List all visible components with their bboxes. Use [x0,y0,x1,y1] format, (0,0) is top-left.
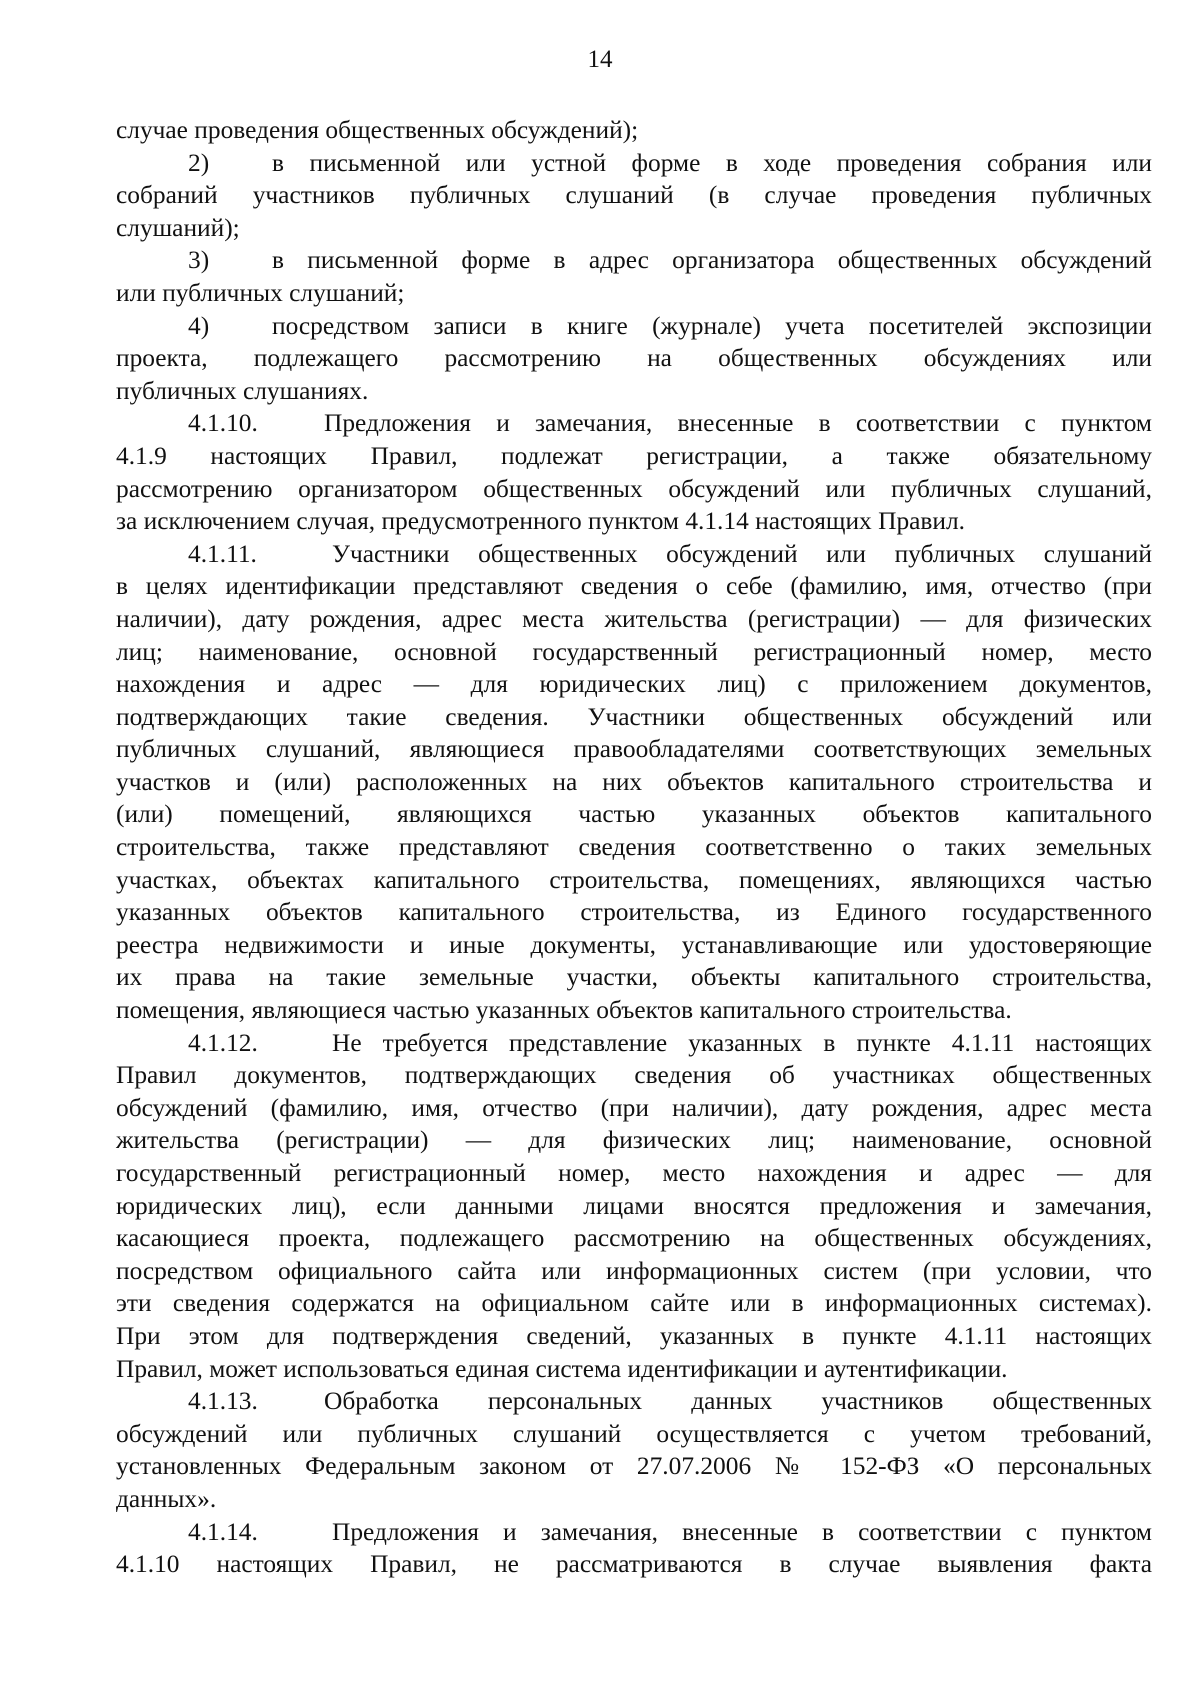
list-item-2 [116,147,1152,180]
text-line: указанных объектов капитального строительства, из Единого государственного [116,898,1152,927]
text-line: публичных слушаний, являющиеся правообладателями соответствующих земельных [116,735,1152,764]
list-item-number: 2) [188,148,210,177]
list-item-text: в письменной или устной форме в ходе проведения собрания или [272,148,1152,177]
text-line: подтверждающих такие сведения. Участники общественных обсуждений или [116,702,1152,731]
text-line: 4.1.9 настоящих Правил, подлежат регистрации, а также обязательному [116,441,1152,470]
text-line: их права на такие земельные участки, объекты капитального строительства, [116,963,1152,992]
clause-number: 4.1.14. [188,1517,258,1546]
text-line: касающиеся проекта, подлежащего рассмотрению на общественных обсуждениях, [116,1224,1152,1253]
text-line: случае проведения общественных обсуждений); [116,116,639,144]
document-body [116,114,1152,1581]
clause-text: Предложения и замечания, внесенные в соответствии с пунктом [324,409,1152,438]
clause-4-1-11 [116,538,1152,571]
text-line: реестра недвижимости и иные документы, устанавливающие или удостоверяющие [116,930,1152,959]
clause-number: 4.1.12. [188,1028,258,1057]
text-line: участков и (или) расположенных на них объектов капитального строительства и [116,767,1152,796]
clause-4-1-14 [116,1516,1152,1549]
text-line: рассмотрению организатором общественных обсуждений или публичных слушаний, [116,474,1152,503]
text-line: участках, объектах капитального строительства, помещениях, являющихся частью [116,865,1152,894]
list-item-number: 3) [188,246,210,275]
list-item-4 [116,310,1152,343]
text-line: данных». [116,1484,217,1513]
clause-4-1-10 [116,407,1152,440]
list-item-text: в письменной форме в адрес организатора общественных обсуждений [272,246,1152,275]
text-line: Правил документов, подтверждающих сведения об участниках общественных [116,1061,1152,1090]
text-line: посредством официального сайта или информационных систем (при условии, что [116,1256,1152,1285]
clause-number: 4.1.11. [188,539,257,568]
text-line: или публичных слушаний; [116,278,405,307]
text-line: эти сведения содержатся на официальном сайте или в информационных системах). [116,1289,1152,1318]
clause-text: Не требуется представление указанных в пункте 4.1.11 настоящих [332,1028,1152,1057]
clause-4-1-13 [116,1385,1152,1418]
list-item-number: 4) [188,311,210,340]
text-line: публичных слушаниях. [116,376,369,405]
clause-text: Участники общественных обсуждений или публичных слушаний [332,539,1152,568]
list-item-text: посредством записи в книге (журнале) учета посетителей экспозиции [272,311,1152,340]
text-line: за исключением случая, предусмотренного пунктом 4.1.14 настоящих Правил. [116,507,965,536]
text-line: нахождения и адрес — для юридических лиц) с приложением документов, [116,670,1152,699]
text-line: обсуждений (фамилию, имя, отчество (при наличии), дату рождения, адрес места [116,1093,1152,1122]
clause-number: 4.1.10. [188,409,258,438]
text-line: 4.1.10 настоящих Правил, не рассматриваются в случае выявления факта [116,1550,1152,1579]
text-line: жительства (регистрации) — для физических лиц; наименование, основной [116,1126,1152,1155]
list-item-3 [116,244,1152,277]
text-line: При этом для подтверждения сведений, указанных в пункте 4.1.11 настоящих [116,1321,1152,1350]
text-line: (или) помещений, являющихся частью указанных объектов капитального [116,800,1152,829]
clause-4-1-12 [116,1027,1152,1060]
text-line: установленных Федеральным законом от 27.07.2006 № 152-ФЗ «О персональных [116,1452,1152,1481]
text-line: юридических лиц), если данными лицами вносятся предложения и замечания, [116,1191,1152,1220]
text-line: слушаний); [116,213,240,242]
text-line: Правил, может использоваться единая система идентификации и аутентификации. [116,1354,1008,1383]
text-line: собраний участников публичных слушаний (в случае проведения публичных [116,181,1152,210]
text-line: в целях идентификации представляют сведения о себе (фамилию, имя, отчество (при [116,572,1152,601]
text-line: строительства, также представляют сведения соответственно о таких земельных [116,833,1152,862]
clause-text: Предложения и замечания, внесенные в соответствии с пунктом [332,1517,1152,1546]
page-number: 14 [587,46,613,73]
text-line: проекта, подлежащего рассмотрению на общественных обсуждениях или [116,344,1152,373]
text-line: обсуждений или публичных слушаний осуществляется с учетом требований, [116,1419,1152,1448]
clause-text: Обработка персональных данных участников общественных [324,1387,1152,1416]
text-line: помещения, являющиеся частью указанных объектов капитального строительства. [116,996,1012,1025]
clause-number: 4.1.13. [188,1387,258,1416]
text-line: наличии), дату рождения, адрес места жительства (регистрации) — для физических [116,604,1152,633]
text-line: государственный регистрационный номер, место нахождения и адрес — для [116,1159,1152,1187]
text-line: лиц; наименование, основной государственный регистрационный номер, место [116,637,1152,666]
